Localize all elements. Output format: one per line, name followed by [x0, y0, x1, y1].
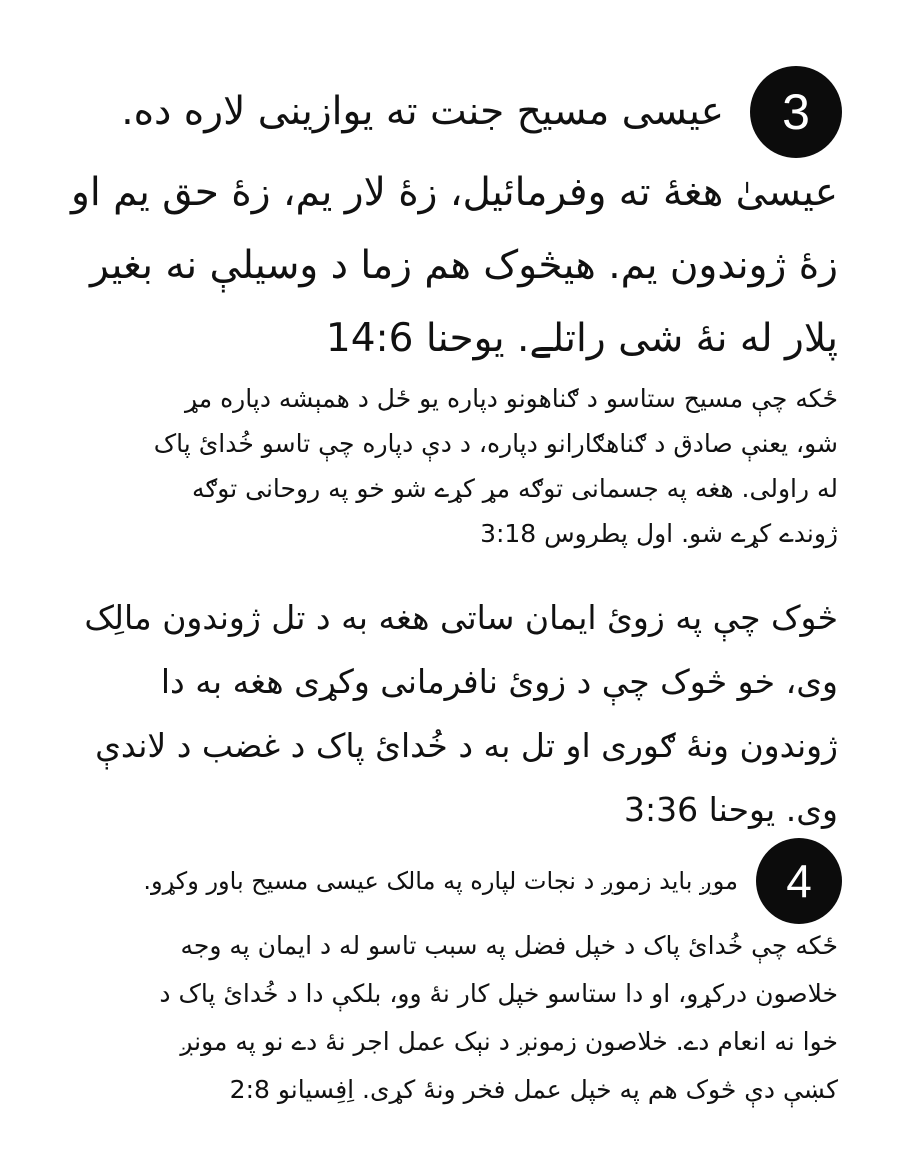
section-4-title: موږ باید زموږ د نجات لپاره په مالک عیسی مسیح باور وکړو. [143, 867, 738, 895]
verse-line: ځکه چې خُدائ پاک د خپل فضل په سبب تاسو له د ایمان په وجه [180, 931, 838, 960]
verse-line: ژوندے کړے شو. اول پطروس 3:18 [480, 519, 838, 548]
verse-1-peter-3-18 [62, 376, 838, 556]
verse-john-3-36 [62, 586, 838, 842]
section-3-number-badge: 3 [750, 66, 842, 158]
verse-ephesians-2-8 [62, 922, 838, 1114]
section-3-title: عیسی مسیح جنت ته یوازینی لاره ده. [121, 89, 724, 134]
verse-line: عیسیٰ هغهٔ ته وفرمائیل، زهٔ لار یم، زهٔ حق یم او [71, 170, 838, 215]
verse-line: ځکه چې مسیح ستاسو د ګناهونو دپاره یو ځل د همېشه دپاره مړ [184, 384, 838, 413]
verse-line: وی. یوحنا 3:36 [624, 790, 838, 829]
verse-line: زهٔ ژوندون یم. هیڅوک هم زما د وسیلې نه بغیر [90, 243, 838, 288]
verse-line: ژوندون ونهٔ ګوری او تل به د خُدائ پاک د غضب د لاندې [95, 726, 838, 765]
section-4-number-badge: 4 [756, 838, 842, 924]
verse-line: خلاصون درکړو، او دا ستاسو خپل کار نهٔ وو، بلکې دا د خُدائ پاک د [159, 979, 838, 1008]
verse-line: پلار له نهٔ شی راتلے. یوحنا 14:6 [325, 316, 838, 361]
verse-line: له راولی. هغه په جسمانی توګه مړ کړے شو خو په روحانی توګه [192, 474, 838, 503]
section-3-heading [121, 66, 842, 158]
verse-line: څوک چې په زوئ ایمان ساتی هغه به د تل ژوندون مالِک [84, 598, 838, 637]
section-4-heading [143, 838, 842, 924]
verse-line: خوا نه انعام دے. خلاصون زمونږ د نېک عمل اجر نهٔ دے نو په مونږ [180, 1027, 838, 1056]
verse-line: کښې دې څوک هم په خپل عمل فخر ونهٔ کړی. اِفِسیانو 2:8 [229, 1075, 838, 1104]
verse-line: وی، خو څوک چې د زوئ نافرمانی وکړی هغه به دا [160, 662, 838, 701]
verse-line: شو، یعنې صادق د ګناهګارانو دپاره، د دې دپاره چې تاسو خُدائ پاک [153, 429, 838, 458]
verse-john-14-6 [62, 156, 838, 375]
